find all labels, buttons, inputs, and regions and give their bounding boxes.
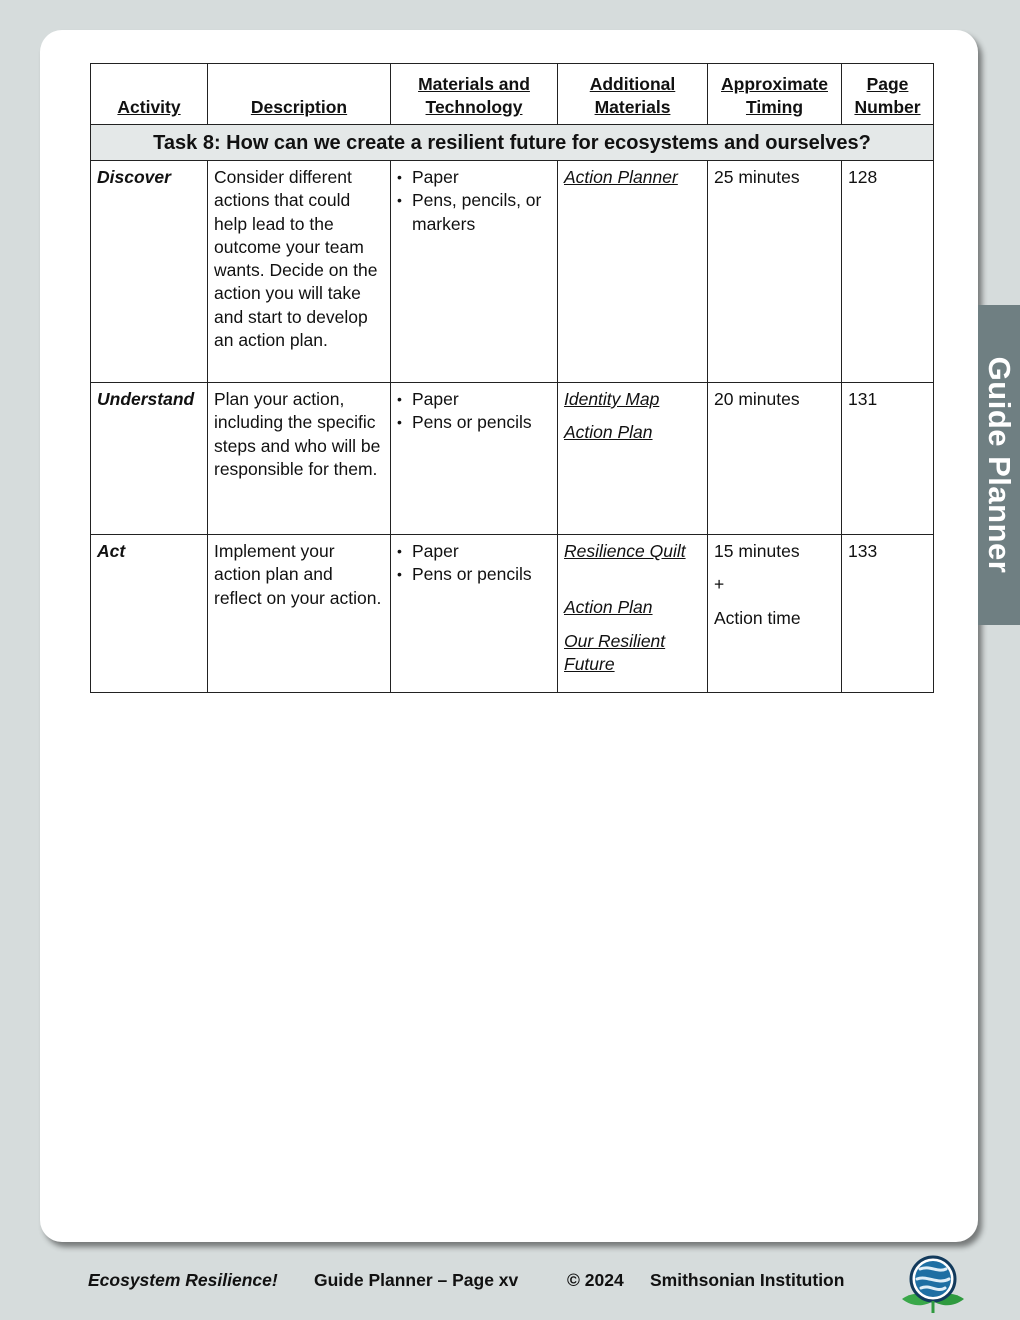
additional-material-link[interactable]: Action Plan (564, 422, 653, 443)
additional-materials-cell (558, 161, 708, 383)
additional-material-link[interactable]: Identity Map (564, 389, 660, 409)
header-additional-materials: Additional Materials (558, 64, 708, 125)
task-title-row (91, 125, 934, 161)
table-row (91, 383, 934, 535)
header-page-number: Page Number (842, 64, 934, 125)
timing-text: Action time (714, 607, 801, 628)
timing-text: 20 minutes (714, 389, 800, 409)
guide-planner-table (90, 63, 934, 693)
side-tab-label: Guide Planner (982, 356, 1017, 574)
page-number-cell: 128 (842, 161, 934, 383)
table-header-row (91, 64, 934, 125)
table-row (91, 535, 934, 693)
additional-material-link[interactable]: Resilience Quilt (564, 541, 686, 561)
header-materials: Materials and Technology (391, 64, 558, 125)
page-number-cell: 131 (842, 383, 934, 535)
header-description: Description (208, 64, 391, 125)
timing-plus: + (714, 574, 725, 595)
activity-cell: Understand (91, 383, 208, 535)
timing-text: 15 minutes (714, 541, 800, 561)
timing-text: 25 minutes (714, 167, 800, 187)
material-item: • Paper (412, 540, 551, 563)
materials-cell (391, 383, 558, 535)
table-row (91, 161, 934, 383)
description-cell: Consider different actions that could help lead to the outcome your team wants. Decide on the action you will take and start to develop an action plan. (208, 161, 391, 383)
additional-material-link[interactable]: Action Planner (564, 167, 678, 187)
header-timing: Approximate Timing (708, 64, 842, 125)
material-item: • Pens or pencils (412, 563, 551, 586)
materials-cell (391, 161, 558, 383)
material-item: • Paper (412, 166, 551, 189)
page-number-cell: 133 (842, 535, 934, 693)
activity-cell: Act (91, 535, 208, 693)
timing-cell (708, 161, 842, 383)
header-activity: Activity (91, 64, 208, 125)
page-footer (0, 1270, 1020, 1294)
material-item: • Pens, pencils, or markers (412, 189, 551, 236)
ecosystem-logo-icon (900, 1255, 966, 1315)
task-title: Task 8: How can we create a resilient future for ecosystems and ourselves? (91, 125, 934, 161)
description-cell: Plan your action, including the specific steps and who will be responsible for them. (208, 383, 391, 535)
activity-cell: Discover (91, 161, 208, 383)
material-item: • Paper (412, 388, 551, 411)
timing-cell (708, 383, 842, 535)
footer-page-label: Guide Planner – Page xv (314, 1270, 519, 1290)
material-item: • Pens or pencils (412, 411, 551, 434)
footer-title: Ecosystem Resilience! (88, 1270, 278, 1290)
footer-copyright: © 2024 (567, 1270, 624, 1290)
additional-material-link[interactable]: Action Plan (564, 597, 653, 618)
additional-material-link[interactable]: Our Resilient Future (564, 630, 666, 674)
footer-institution: Smithsonian Institution (650, 1270, 845, 1290)
additional-materials-cell (558, 383, 708, 535)
materials-cell (391, 535, 558, 693)
description-cell: Implement your action plan and reflect on your action. (208, 535, 391, 693)
additional-materials-cell (558, 535, 708, 693)
timing-cell (708, 535, 842, 693)
